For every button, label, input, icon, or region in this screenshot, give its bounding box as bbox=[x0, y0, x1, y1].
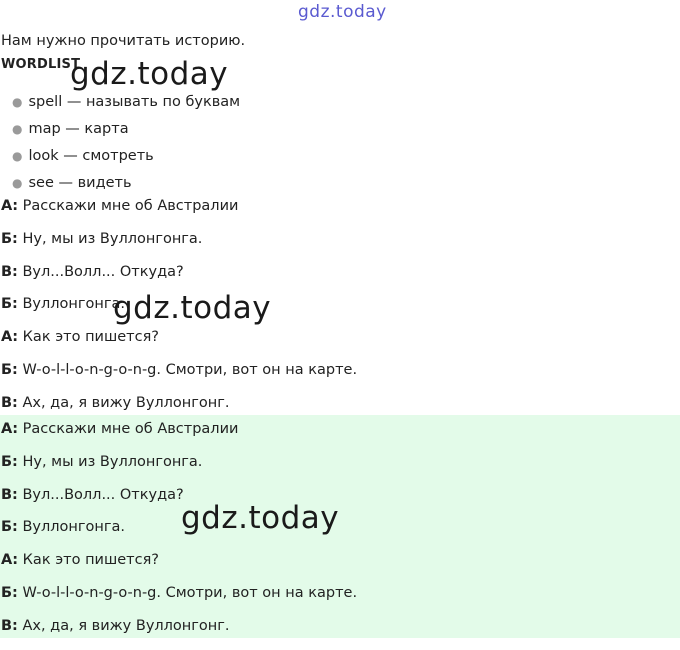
speaker-label: В: bbox=[1, 486, 18, 503]
dialog-line bbox=[0, 361, 680, 394]
speaker-label: Б: bbox=[1, 584, 18, 601]
dialog-line bbox=[0, 295, 680, 328]
dialog-line bbox=[0, 551, 680, 584]
dialog-line bbox=[0, 617, 680, 650]
line-text: W-o-l-l-o-n-g-o-n-g. Смотри, вот он на карте. bbox=[17, 584, 358, 601]
dialog-line bbox=[0, 420, 680, 453]
speaker-label: А: bbox=[1, 198, 19, 214]
watermark-top: gdz.today bbox=[298, 2, 387, 22]
line-text: Ах, да, я вижу Вуллонгонг. bbox=[17, 394, 230, 411]
speaker-label: Б: bbox=[1, 296, 18, 313]
dialog-line bbox=[0, 328, 680, 361]
dialog-line bbox=[0, 518, 680, 551]
dialog-line bbox=[0, 230, 680, 263]
dialog-line bbox=[0, 486, 680, 519]
line-text: Расскажи мне об Австралии bbox=[18, 421, 239, 437]
dialog-line bbox=[0, 453, 680, 486]
line-text: Ах, да, я вижу Вуллонгонг. bbox=[17, 617, 230, 634]
speaker-label: В: bbox=[1, 394, 18, 411]
wordlist-item-text: look — смотреть bbox=[28, 148, 154, 164]
speaker-label: Б: bbox=[1, 453, 18, 470]
bullet-icon: ● bbox=[12, 95, 23, 109]
line-text: Ну, мы из Вуллонгонга. bbox=[17, 453, 203, 470]
line-text: Вуллонгонга. bbox=[17, 296, 125, 313]
wordlist bbox=[12, 93, 240, 201]
line-text: Вул...Волл... Откуда? bbox=[17, 486, 184, 503]
intro-text: Нам нужно прочитать историю. bbox=[1, 33, 246, 49]
bullet-icon: ● bbox=[12, 149, 23, 163]
bullet-icon: ● bbox=[12, 122, 23, 136]
wordlist-item-text: map — карта bbox=[28, 121, 129, 137]
line-text: Вул...Волл... Откуда? bbox=[17, 263, 184, 280]
speaker-label: Б: bbox=[1, 519, 18, 536]
line-text: W-o-l-l-o-n-g-o-n-g. Смотри, вот он на карте. bbox=[17, 361, 358, 378]
line-text: Как это пишется? bbox=[18, 552, 160, 569]
speaker-label: А: bbox=[1, 329, 19, 346]
wordlist-item-text: see — видеть bbox=[28, 175, 132, 191]
speaker-label: Б: bbox=[1, 230, 18, 247]
dialog-original bbox=[0, 197, 680, 427]
wordlist-title: WORDLIST bbox=[1, 57, 81, 72]
speaker-label: А: bbox=[1, 552, 19, 569]
watermark-2: gdz.today bbox=[113, 290, 272, 326]
watermark-3: gdz.today bbox=[181, 500, 340, 536]
dialog-line bbox=[0, 197, 680, 230]
dialog-line bbox=[0, 263, 680, 296]
line-text: Ну, мы из Вуллонгонга. bbox=[17, 230, 203, 247]
wordlist-item-text: spell — называть по буквам bbox=[28, 94, 241, 110]
speaker-label: В: bbox=[1, 617, 18, 634]
line-text: Как это пишется? bbox=[18, 329, 160, 346]
speaker-label: Б: bbox=[1, 361, 18, 378]
watermark-1: gdz.today bbox=[70, 56, 229, 92]
line-text: Расскажи мне об Австралии bbox=[18, 198, 239, 214]
wordlist-item bbox=[12, 120, 240, 147]
speaker-label: А: bbox=[1, 421, 19, 437]
bullet-icon: ● bbox=[12, 176, 23, 190]
dialog-line bbox=[0, 584, 680, 617]
dialog-highlighted bbox=[0, 415, 680, 638]
speaker-label: В: bbox=[1, 263, 18, 280]
wordlist-item bbox=[12, 93, 240, 120]
wordlist-item bbox=[12, 147, 240, 174]
line-text: Вуллонгонга. bbox=[17, 519, 125, 536]
